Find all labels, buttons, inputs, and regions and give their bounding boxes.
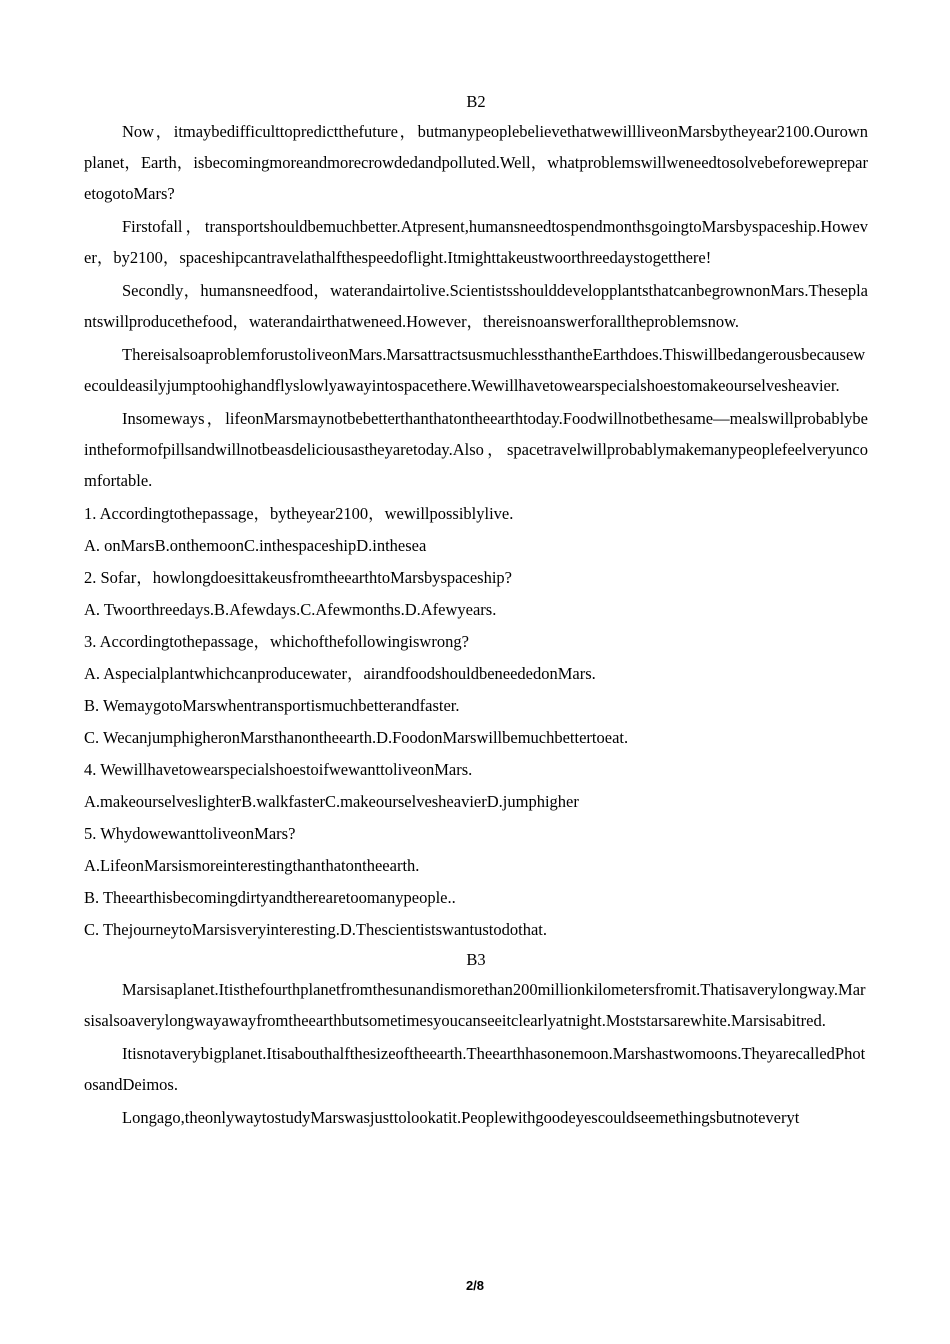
question-2-options: A. Twoorthreedays.B.Afewdays.C.Afewmonths.D.Afewyears. (84, 600, 497, 619)
paragraph: ThereisalsoaproblemforustoliveonMars.MarsattractsusmuchlessthantheEarthdoes.Thiswillbedangerousbecausewecouldeasilyjumptoohighandflyslowlyawayintospacethere.Wewillhavetowearspecialshoestomakeourselvesheavier. (84, 345, 866, 395)
question-3: 3. Accordingtothepassage，whichofthefollowingiswrong? (84, 632, 469, 651)
question-1: 1. Accordingtothepassage，bytheyear2100，wewillpossiblylive. (84, 504, 514, 523)
paragraph: Itisnotaverybigplanet.Itisabouthalfthesizeoftheearth.Theearthhasonemoon.Marshastwomoons.TheyarecalledPhotosandDeimos. (84, 1044, 866, 1094)
question-2: 2. Sofar，howlongdoesittakeusfromtheearthtoMarsbyspaceship? (84, 568, 512, 587)
question-1-options: A. onMarsB.onthemoonC.inthespaceshipD.inthesea (84, 536, 427, 555)
question-3-option-a: A. Aspecialplantwhichcanproducewater，airandfoodshouldbeneededonMars. (84, 664, 596, 683)
question-3-option-c-d: C. WecanjumphigheronMarsthanontheearth.D.FoodonMarswillbemuchbettertoeat. (84, 728, 629, 747)
question-4-options: A.makeourselveslighterB.walkfasterC.makeourselvesheavierD.jumphigher (84, 792, 579, 811)
question-5: 5. WhydowewanttoliveonMars? (84, 824, 296, 843)
question-5-option-c-d: C. ThejourneytoMarsisveryinteresting.D.Thescientistswantustodothat. (84, 920, 547, 939)
question-5-option-a: A.LifeonMarsismoreinterestingthanthatontheearth. (84, 856, 420, 875)
question-3-option-b: B. WemaygotoMarswhentransportismuchbetterandfaster. (84, 696, 460, 715)
paragraph: Longago,theonlywaytostudyMarswasjusttolookatit.Peoplewithgoodeyescouldseemethingsbutnoteveryt (122, 1108, 800, 1127)
section-heading-b3: B3 (466, 950, 486, 969)
question-4: 4. WewillhavetowearspecialshoestoifwewanttoliveonMars. (84, 760, 473, 779)
page-number: 2/8 (465, 1278, 485, 1293)
paragraph: Firstofall，transportshouldbemuchbetter.Atpresent,humansneedtospendmonthsgoingtoMarsbyspaceship.However，by2100，spaceshipcantravelathalfthespeedoflight.Itmighttakeustwoorthreedaystogetthere! (84, 217, 868, 267)
paragraph: Marsisaplanet.Itisthefourthplanetfromthesunandismorethan200millionkilometersfromit.Thatisaverylongway.Marsisalsoaverylongwayawayfromtheearthbutsometimesyoucanseeitclearlyatnight.Moststarsarewhite.Marsisabitred. (84, 980, 866, 1030)
section-heading-b2: B2 (466, 92, 486, 111)
paragraph: Insomeways，lifeonMarsmaynotbebetterthanthatontheearthtoday.Foodwillnotbethesame—mealswillprobablybeintheformofpillsandwillnotbeasdeliciousastheyaretoday.Also，spacetravelwillprobablymakemanypeoplefeelveryuncomfortable. (84, 409, 868, 490)
paragraph: Secondly，humansneedfood，waterandairtolive.ScientistsshoulddevelopplantsthatcanbegrownonMars.Theseplantswillproducethefood，waterandairthatweneed.However，thereisnoanswerforalltheproblemsnow. (84, 281, 868, 331)
question-5-option-b: B. Theearthisbecomingdirtyandtherearetoomanypeople.. (84, 888, 456, 907)
document-body (84, 88, 868, 1135)
paragraph: Now，itmaybedifficulttopredictthefuture，butmanypeoplebelievethatwewillliveonMarsbytheyear2100.Ourownplanet，Earth，isbecomingmoreandmorecrowdedandpolluted.Well，whatproblemswillweneedtosolvebeforewepreparetogotoMars? (84, 122, 868, 203)
